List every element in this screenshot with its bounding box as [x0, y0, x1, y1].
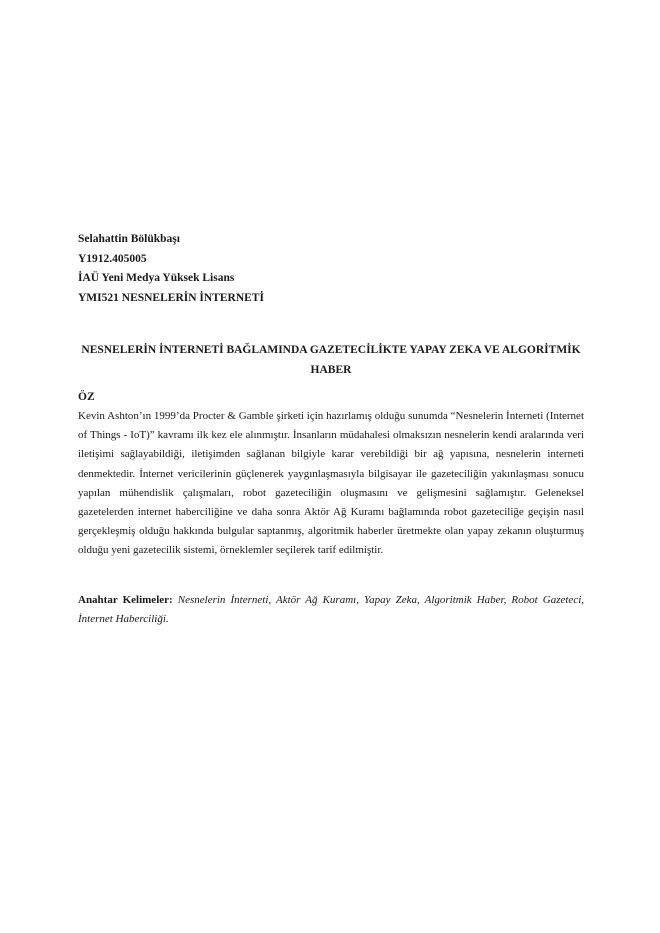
- author-info: [78, 230, 538, 308]
- keywords-paragraph: [78, 591, 584, 629]
- keywords-list: Nesnelerin İnterneti, Aktör Ağ Kuramı, Yapay Zeka, Algoritmik Haber, Robot Gazeteci, İnternet Haberciliği.: [78, 594, 585, 626]
- abstract-heading: ÖZ: [78, 391, 95, 403]
- course-name: YMI521 NESNELERİN İNTERNETİ: [78, 291, 264, 304]
- keywords-label: Anahtar Kelimeler:: [78, 594, 173, 606]
- student-id: Y1912.405005: [78, 252, 147, 265]
- program-name: İAÜ Yeni Medya Yüksek Lisans: [78, 272, 235, 284]
- author-name: Selahattin Bölükbaşı: [78, 233, 180, 245]
- abstract-body: Kevin Ashton’ın 1999’da Procter & Gamble şirketi için hazırlamış olduğu sunumda “Nesnelerin İnterneti (Internet of Things - IoT)” kavramı ilk kez ele alınmıştır. İnsanların müdahalesi olmaksızın nesnelerin kendi aralarında veri iletişimi sağlayabildiği, iletişimden sağlanan bilgiyle karar verebildiği bir ağ yapısına, nesnelerin interneti denmektedir. İnternet vericilerinin güçlenerek yaygınlaşmasıyla bilgisayar ile gazeteciliğin yakınlaşması sonucu yapılan mühendislik çalışmaları, robot gazeteciliğin oluşmasını ve gelişmesini sağlamıştır. Geleneksel gazetelerden internet haberciliğine ve daha sonra Aktör Ağ Kuramı bağlamında robot gazeteciliğe geçişin nasıl gerçekleşmiş olduğu hakkında bulgular saptanmış, algoritmik haberler üretmekte olan yapay zekanın oluşturmuş olduğu yeni gazetecilik sistemi, örneklemler seçilerek tarif edilmiştir.: [78, 410, 584, 557]
- paper-title: NESNELERİN İNTERNETİ BAĞLAMINDA GAZETECİLİKTE YAPAY ZEKA VE ALGORİTMİK HABER: [81, 344, 581, 376]
